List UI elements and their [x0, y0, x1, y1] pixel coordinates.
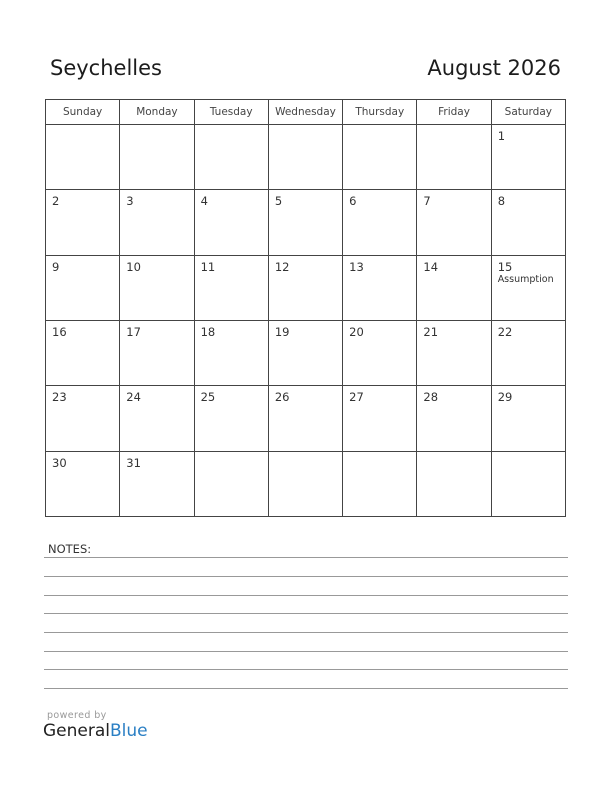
day-number: 30 [52, 455, 67, 470]
day-number: 16 [52, 324, 67, 339]
weekday-header-row [46, 100, 566, 125]
empty-day-cell [491, 451, 565, 516]
empty-day-cell [46, 125, 120, 190]
day-cell [46, 451, 120, 516]
empty-day-cell [194, 125, 268, 190]
notes-line [44, 557, 568, 558]
day-cell [417, 190, 491, 255]
day-cell [120, 190, 194, 255]
day-cell [343, 255, 417, 320]
day-cell [491, 386, 565, 451]
day-number: 29 [497, 390, 513, 405]
notes-label: NOTES: [48, 542, 92, 556]
day-number: 15 [497, 259, 513, 274]
generalblue-logo[interactable] [43, 721, 148, 741]
day-cell [46, 320, 120, 385]
weekday-thursday: Thursday [343, 100, 417, 125]
day-number: 21 [423, 324, 439, 339]
day-cell [343, 320, 417, 385]
day-cell [120, 320, 194, 385]
calendar-body [46, 125, 566, 517]
day-cell [268, 386, 342, 451]
day-cell [194, 255, 268, 320]
brand-blue: Blue [110, 721, 148, 741]
day-number: 13 [349, 259, 364, 274]
notes-line [44, 632, 568, 633]
day-number: 22 [497, 324, 513, 339]
empty-day-cell [417, 451, 491, 516]
notes-line [44, 613, 568, 614]
day-number: 17 [126, 324, 141, 339]
week-row [46, 125, 566, 190]
day-number: 27 [349, 390, 364, 405]
day-number: 6 [349, 194, 357, 209]
week-row [46, 386, 566, 451]
day-cell [194, 386, 268, 451]
country-title: Seychelles [50, 56, 162, 80]
empty-day-cell [343, 451, 417, 516]
calendar-grid [45, 99, 566, 517]
day-cell [417, 386, 491, 451]
empty-day-cell [268, 451, 342, 516]
notes-line [44, 688, 568, 689]
weekday-friday: Friday [417, 100, 491, 125]
day-number: 2 [52, 194, 60, 209]
day-cell [417, 320, 491, 385]
weekday-sunday: Sunday [46, 100, 120, 125]
holiday-label: Assumption [497, 273, 554, 285]
day-cell [120, 386, 194, 451]
empty-day-cell [417, 125, 491, 190]
month-year-title: August 2026 [427, 56, 561, 80]
brand-general: General [43, 721, 110, 741]
empty-day-cell [194, 451, 268, 516]
day-number: 31 [126, 455, 141, 470]
day-number: 28 [423, 390, 439, 405]
empty-day-cell [268, 125, 342, 190]
day-number: 19 [274, 324, 290, 339]
day-cell [46, 386, 120, 451]
day-number: 7 [423, 194, 431, 209]
day-number: 8 [497, 194, 506, 209]
day-cell [268, 190, 342, 255]
day-cell [194, 320, 268, 385]
day-cell [120, 451, 194, 516]
weekday-wednesday: Wednesday [268, 100, 342, 125]
day-number: 4 [200, 194, 208, 209]
day-number: 9 [52, 259, 60, 274]
day-number: 14 [423, 259, 439, 274]
day-number: 3 [126, 194, 134, 209]
day-cell [268, 255, 342, 320]
week-row [46, 320, 566, 385]
empty-day-cell [343, 125, 417, 190]
notes-line [44, 651, 568, 652]
day-cell [46, 190, 120, 255]
notes-line [44, 669, 568, 670]
day-cell [491, 255, 565, 320]
day-cell [268, 320, 342, 385]
day-cell [417, 255, 491, 320]
day-number: 24 [126, 390, 141, 405]
day-cell [491, 190, 565, 255]
day-cell [491, 125, 565, 190]
day-number: 1 [497, 129, 506, 143]
notes-line [44, 576, 568, 577]
week-row [46, 451, 566, 516]
day-number: 5 [274, 194, 283, 209]
powered-by-text: powered by [47, 710, 107, 721]
day-number: 25 [200, 390, 216, 405]
day-number: 26 [274, 390, 290, 405]
weekday-tuesday: Tuesday [194, 100, 268, 125]
day-number: 12 [274, 259, 290, 274]
day-cell [343, 190, 417, 255]
week-row [46, 255, 566, 320]
day-number: 20 [349, 324, 364, 339]
empty-day-cell [120, 125, 194, 190]
day-number: 18 [200, 324, 216, 339]
weekday-monday: Monday [120, 100, 194, 125]
day-number: 11 [200, 259, 216, 274]
week-row [46, 190, 566, 255]
day-cell [491, 320, 565, 385]
day-cell [120, 255, 194, 320]
day-number: 23 [52, 390, 67, 405]
weekday-saturday: Saturday [491, 100, 565, 125]
day-number: 10 [126, 259, 141, 274]
notes-line [44, 595, 568, 596]
day-cell [194, 190, 268, 255]
day-cell [46, 255, 120, 320]
day-cell [343, 386, 417, 451]
